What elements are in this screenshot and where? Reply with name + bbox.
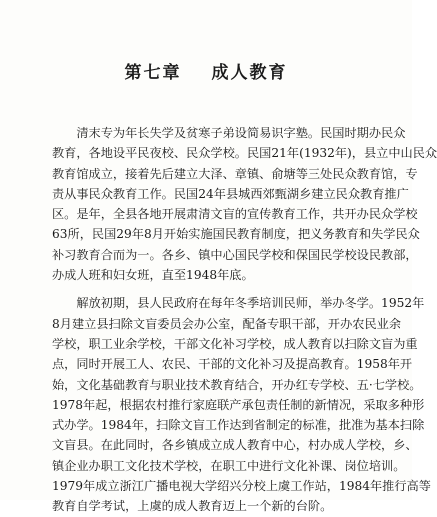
text-line: 式办学。1984年，扫除文盲工作达到省制定的标准，批准为基本扫除 (52, 418, 425, 433)
text-line: 1979年成立浙江广播电视大学绍兴分校上虞工作站，1984年推行高等 (52, 479, 431, 494)
chapter-heading (0, 58, 412, 83)
text-line: 清末专为年长失学及贫寒子弟设简易识字塾。民国时期办民众 (52, 126, 406, 140)
text-line: 点，同时开展工人、农民、干部的文化补习及提高教育。1958年开 (52, 357, 413, 372)
paragraph-1 (52, 123, 437, 285)
text-line: 教育自学考试，上虞的成人教育迈上一个新的台阶。 (52, 499, 333, 514)
text-line: 补习教育合而为一。各乡、镇中心国民学校和保国民学校设民教部， (52, 247, 418, 262)
text-line: 解放初期，县人民政府在每年冬季培训民师，举办冬学。1952年 (52, 296, 425, 311)
text-line: 责从事民众教育工作。民国24年县城西郊甄湖乡建立民众教育推广 (52, 186, 409, 201)
text-line: 8月建立县扫除文盲委员会办公室，配备专职干部，开办农民业余 (52, 316, 402, 331)
body-text (52, 123, 437, 517)
text-line: 63所，民国29年8月开始实施国民教育制度，把义务教育和失学民众 (52, 227, 420, 242)
chapter-number: 第七章 (124, 63, 182, 83)
text-line: 文盲县。在此同时，各乡镇成立成人教育中心，村办成人学校，乡、 (52, 438, 418, 453)
chapter-title: 成人教育 (211, 63, 288, 83)
paragraph-gap (52, 285, 378, 293)
text-line: 教育，各地设平民夜校、民众学校。民国21年(1932年)，县立中山民众 (52, 146, 437, 161)
text-line: 教育馆成立，接着先后建立大泽、章镇、俞塘等三处民众教育馆，专 (52, 166, 418, 181)
text-line: 学校，职工业余学校，干部文化补习学校，成人教育以扫除文盲为重 (52, 336, 418, 351)
text-line: 镇企业办职工文化技术学校，在职工中进行文化补课、岗位培训。 (52, 458, 406, 473)
paragraph-2 (52, 293, 431, 516)
text-line: 始，文化基础教育与职业技术教育结合，开办红专学校、五·七学校。 (52, 377, 422, 392)
text-line: 办成人班和妇女班，直至1948年底。 (52, 268, 254, 283)
text-line: 1978年起，根据农村推行家庭联产承包责任制的新情况，采取多种形 (52, 397, 425, 412)
text-line: 区。是年，全县各地开展肃清文盲的宣传教育工作，共开办民众学校 (52, 207, 418, 222)
